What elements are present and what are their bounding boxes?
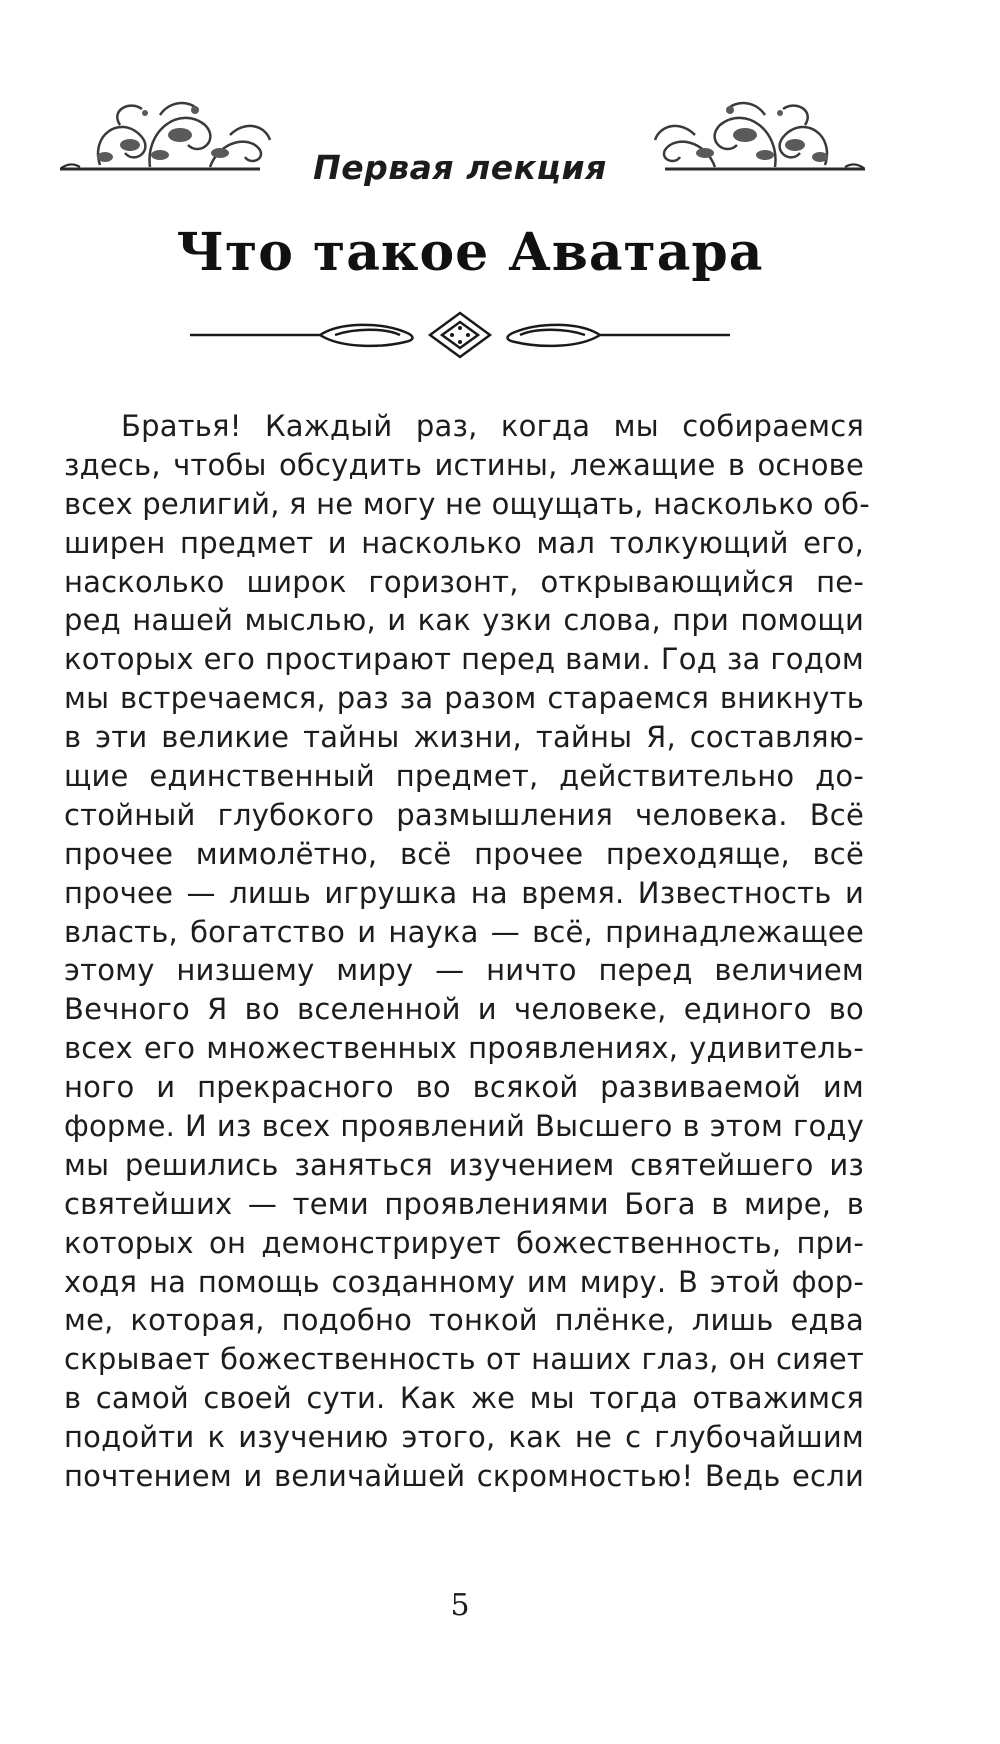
text-line: почтением и величайшей скромностью! Ведь если bbox=[64, 1459, 864, 1494]
text-line: Вечного Я во вселенной и человеке, единого во bbox=[64, 992, 864, 1027]
text-line: прочее — лишь игрушка на время. Известность и bbox=[64, 875, 864, 910]
text-line: в самой своей сути. Как же мы тогда отважимся bbox=[64, 1381, 864, 1416]
text-line: которых его простирают перед вами. Год за годом bbox=[64, 642, 864, 677]
floral-ornament-left-icon bbox=[60, 95, 290, 195]
text-line: ходя на помощь созданному им миру. В этой фор- bbox=[64, 1264, 864, 1299]
text-line: щие единственный предмет, действительно до- bbox=[64, 759, 864, 794]
text-line: в эти великие тайны жизни, тайны Я, составляю- bbox=[64, 720, 864, 755]
chapter-title: Что такое Аватара bbox=[176, 222, 764, 283]
text-line: власть, богатство и наука — всё, принадлежащее bbox=[64, 914, 864, 949]
text-line: скрывает божественность от наших глаз, он сияет bbox=[64, 1342, 864, 1377]
text-line: стойный глубокого размышления человека. Всё bbox=[64, 797, 864, 832]
text-line: этому низшему миру — ничто перед величием bbox=[64, 953, 864, 988]
text-line: ред нашей мыслью, и как узки слова, при помощи bbox=[64, 603, 864, 638]
text-line: мы встречаемся, раз за разом стараемся вникнуть bbox=[64, 681, 864, 716]
text-line: святейших — теми проявлениями Бога в мире, в bbox=[64, 1186, 864, 1221]
text-line: Братья! Каждый раз, когда мы собираемся bbox=[121, 409, 864, 443]
text-line: мы решились заняться изучением святейшего из bbox=[64, 1147, 864, 1182]
text-line: насколько широк горизонт, открывающийся пе- bbox=[64, 564, 864, 599]
text-line: прочее мимолётно, всё прочее преходяще, всё bbox=[64, 836, 864, 871]
text-line: которых он демонстрирует божественность, при- bbox=[64, 1225, 864, 1260]
floral-ornament-right-icon bbox=[635, 95, 865, 195]
lecture-label: Первая лекция bbox=[313, 148, 607, 187]
text-line: ме, которая, подобно тонкой плёнке, лишь едва bbox=[64, 1303, 864, 1338]
text-line: всех его множественных проявлениях, удивитель- bbox=[64, 1031, 864, 1066]
text-line: всех религий, я не могу не ощущать, насколько об- bbox=[64, 486, 870, 521]
page-number: 5 bbox=[450, 1588, 470, 1623]
text-line: форме. И из всех проявлений Высшего в этом году bbox=[64, 1109, 864, 1144]
text-line: ного и прекрасного во всякой развиваемой им bbox=[64, 1070, 864, 1105]
text-line: подойти к изучению этого, как не с глубочайшим bbox=[64, 1420, 864, 1455]
divider-ornament-icon bbox=[190, 310, 730, 360]
text-line: здесь, чтобы обсудить истины, лежащие в основе bbox=[64, 447, 864, 482]
body-text bbox=[64, 407, 870, 1496]
text-line: ширен предмет и насколько мал толкующий его, bbox=[64, 525, 864, 560]
